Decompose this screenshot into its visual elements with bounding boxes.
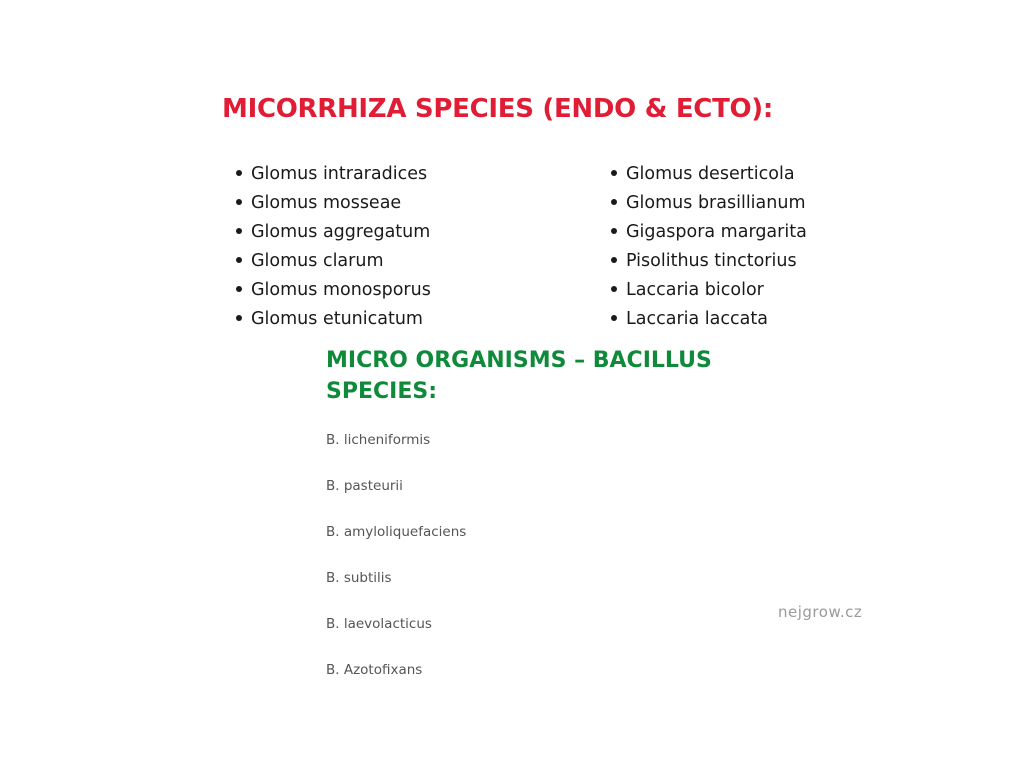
bacillus-list-item [326,611,466,657]
bullet-dot-icon [236,315,242,321]
bacillus-list-item [326,427,466,473]
species-list-item [236,160,431,189]
item-label: Glomus aggregatum [251,222,431,242]
bullet-dot-icon [611,286,617,292]
species-list-item [611,189,807,218]
item-label: B. pasteurii [326,478,403,494]
item-label: B. subtilis [326,570,392,586]
bullet-dot-icon [611,257,617,263]
item-label: Pisolithus tinctorius [626,251,797,271]
bacillus-list-item [326,519,466,565]
bullet-dot-icon [236,170,242,176]
item-label: Glomus intraradices [251,164,428,184]
watermark-text: nejgrow.cz [778,603,863,621]
species-list-item [236,247,431,276]
species-list-item [236,218,431,247]
bacillus-list-item [326,473,466,519]
item-label: Glomus deserticola [626,164,795,184]
species-list-item [236,189,431,218]
bacillus-title: MICRO ORGANISMS – BACILLUS SPECIES: [326,348,712,404]
species-list-item [236,305,431,334]
species-list-item [611,247,807,276]
bullet-dot-icon [236,286,242,292]
bacillus-list-item [326,657,466,703]
item-label: B. Azotofixans [326,662,423,678]
item-label: Glomus etunicatum [251,309,423,329]
item-label: Glomus brasillianum [626,193,806,213]
bullet-dot-icon [236,257,242,263]
bullet-dot-icon [611,315,617,321]
item-label: B. licheniformis [326,432,431,448]
item-label: Glomus monosporus [251,280,431,300]
item-label: Laccaria laccata [626,309,768,329]
mycorrhiza-title: MICORRHIZA SPECIES (ENDO & ECTO): [222,94,773,124]
bacillus-list [326,427,466,703]
bullet-dot-icon [611,199,617,205]
item-label: Glomus clarum [251,251,384,271]
bullet-dot-icon [611,170,617,176]
mycorrhiza-list-right [611,160,807,334]
bullet-dot-icon [611,228,617,234]
mycorrhiza-list-left [236,160,431,334]
item-label: B. amyloliquefaciens [326,524,467,540]
item-label: Laccaria bicolor [626,280,764,300]
species-list-item [611,305,807,334]
species-list-item [611,218,807,247]
bacillus-list-item [326,565,466,611]
species-list-item [611,160,807,189]
species-list-item [611,276,807,305]
bullet-dot-icon [236,228,242,234]
item-label: Glomus mosseae [251,193,402,213]
item-label: Gigaspora margarita [626,222,807,242]
species-list-item [236,276,431,305]
item-label: B. laevolacticus [326,616,432,632]
bullet-dot-icon [236,199,242,205]
